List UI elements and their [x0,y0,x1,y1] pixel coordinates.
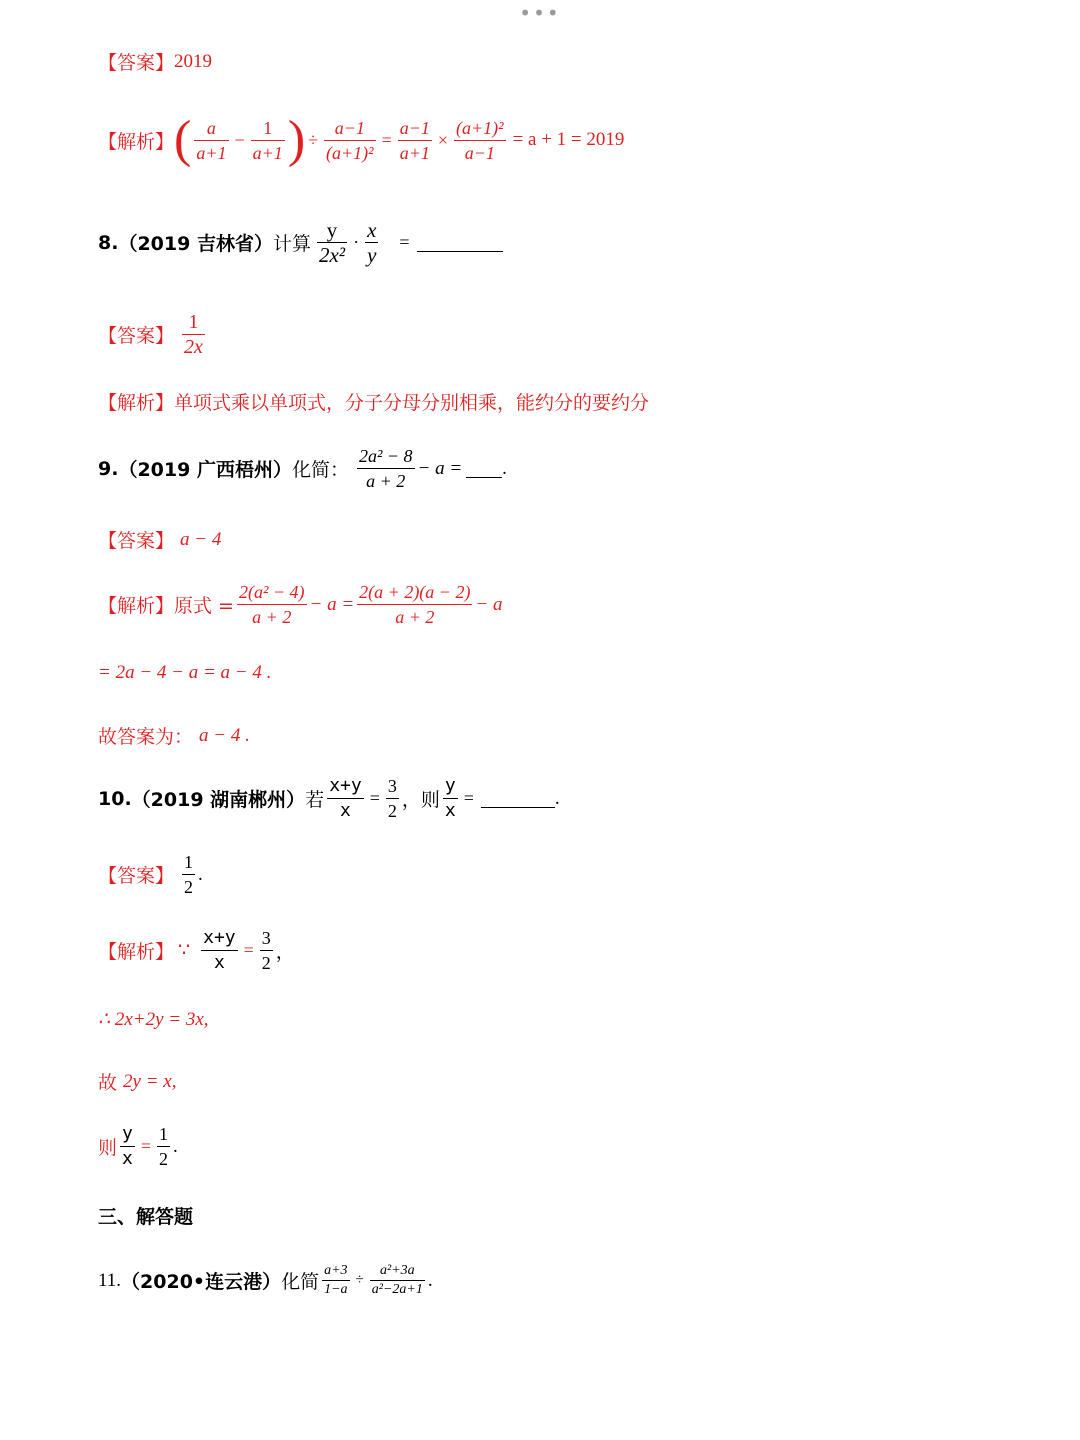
fraction: $\frac{a}{a+1}$ [196,117,227,163]
answer-label: 【答案】 [98,325,175,347]
answer-10-row [98,850,203,899]
analysis-7-row [98,111,625,168]
answer-label: 【答案】 [98,865,175,887]
conclusion-9-row [98,722,250,749]
equals-sign: = [381,129,392,150]
dot-sign: · [353,232,360,252]
expression-tail: − a = [417,457,463,479]
question-number: 9. [98,457,119,480]
fraction: $\frac{3}{2}$ [387,776,397,821]
derivation-line: ∴ 2x+2y = 3x, [98,1009,209,1030]
so-word: 故 [98,1072,118,1094]
analysis-9-row [98,580,503,629]
analysis-8-row [98,388,649,415]
answer-blank [417,233,503,252]
analysis-10-then [98,1122,178,1171]
question-number: 8. [98,231,119,254]
fraction: $\frac{a+3}{1-a}$ [324,1263,348,1297]
because-symbol: ∵ [178,940,191,961]
divide-sign: ÷ [355,1272,364,1288]
comma: ， [275,942,295,963]
derivation-line: 2y = x, [123,1070,177,1092]
question-source: （2019 吉林省） [118,233,273,255]
answer-value: 2019 [174,50,213,72]
result-expression: = a + 1 = 2019 [512,129,625,150]
question-9-row [98,444,507,493]
period: . [173,1135,178,1157]
fraction: $\frac{1}{a+1}$ [252,117,283,163]
if-word: 若 [305,789,325,811]
question-number: 10. [98,787,132,810]
analysis-10-so [98,1068,176,1095]
analysis-10-row [98,926,295,975]
fraction: $\frac{x+y}{x}$ [203,927,236,973]
fraction: $\frac{2(a + 2)(a - 2)}{a + 2}$ [359,582,471,627]
analysis-label: 【解析】 [98,595,175,617]
fraction: $\frac{y}{\text{2x²}}$ [318,218,346,267]
fraction: $\frac{y}{x}$ [444,775,456,821]
conclusion-label: 故答案为： [98,726,194,748]
minus-sign: − [234,129,245,150]
fraction: $\frac{\text{a²+3a}}{\text{a²−2a+1}}$ [371,1263,423,1297]
period: . [502,457,507,479]
analysis-9-line2 [98,662,271,684]
then-word: ，则 [401,789,440,811]
period: . [554,787,560,809]
times-sign: × [437,129,449,150]
question-source: （2019 广西梧州） [118,459,292,481]
equals-sign: = [399,232,410,252]
question-11-row [98,1262,433,1299]
fraction: $\frac{1}{2}$ [159,1124,169,1169]
analysis-text: 单项式乘以单项式，分子分母分别相乘，能约分的要约分 [174,392,650,414]
derivation-line: = 2a − 4 − a = a − 4 . [98,662,272,683]
answer-value: a − 4 [180,528,222,550]
question-verb: 化简： [291,459,349,481]
question-verb: 计算 [272,233,311,255]
fraction: $\frac{x+y}{x}$ [329,775,362,821]
question-number: 11. [98,1269,122,1291]
original-expression-label: 原式 = [174,595,234,617]
divide-sign: ÷ [308,129,319,150]
fraction: $\frac{x}{y}$ [367,218,377,267]
more-options-icon[interactable]: ••• [519,1,561,25]
analysis-label: 【解析】 [98,130,175,153]
right-paren: ) [287,111,306,168]
section-heading-row [98,1202,193,1229]
question-source: （2019 湖南郴州） [131,789,306,811]
answer-label: 【答案】 [98,52,175,74]
question-8-row [98,218,503,267]
answer-7-row [98,48,212,75]
question-source: （2020•连云港） [121,1271,282,1293]
fraction: $\frac{a-1}{\text{(a+1)²}}$ [326,117,374,163]
analysis-label: 【解析】 [98,392,175,414]
answer-blank [481,789,555,808]
equals-sign: = [140,1136,152,1156]
fraction: $\frac{\text{2(a² − 4)}}{a + 2}$ [238,582,305,627]
then-word: 则 [98,1137,118,1159]
question-10-row [98,774,560,823]
answer-blank [466,459,502,478]
fraction: $\frac{a-1}{a+1}$ [399,117,430,163]
fraction: $\frac{3}{2}$ [261,928,271,973]
fraction: $\frac{1}{2}$ [184,852,194,897]
fraction: $\frac{1}{2x}$ [184,311,203,358]
period: . [198,863,203,885]
fraction: $\frac{y}{x}$ [122,1123,133,1169]
answer-8-row [98,310,208,359]
fraction: $\frac{\text{(a+1)²}}{a-1}$ [456,117,504,163]
answer-9-row [98,526,221,553]
equals-sign: = [243,940,254,960]
period: . [427,1269,433,1291]
equals-sign: = [463,788,474,808]
analysis-label: 【解析】 [98,941,175,963]
equals-sign: = [369,788,380,808]
section-title: 三、解答题 [98,1206,194,1228]
conclusion-value: a − 4 . [199,724,250,746]
analysis-10-therefore [98,1008,209,1031]
expression-tail: − a [475,593,503,615]
expression-middle: − a = [309,593,355,615]
question-verb: 化简 [281,1271,320,1293]
answer-label: 【答案】 [98,530,175,552]
fraction: $\frac{\text{2a² − 8}}{a + 2}$ [358,446,413,491]
left-paren: ( [174,111,192,168]
